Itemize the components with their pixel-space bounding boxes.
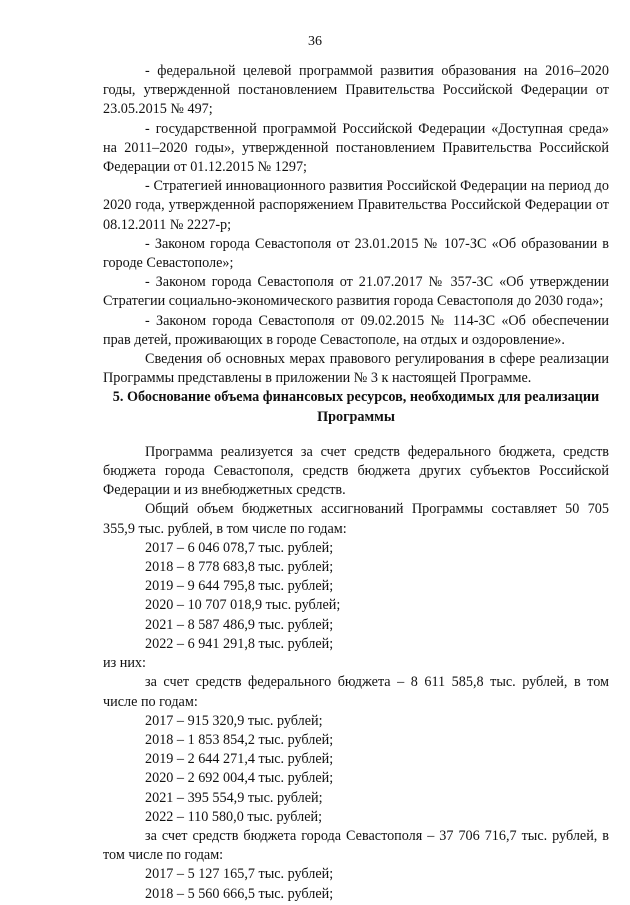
list-item: - государственной программой Российской Федерации «Доступная среда» на 2011–2020 годы», утвержденной постановлением Правительства Российской Федерации от 01.12.2015 № 1297;	[103, 120, 609, 176]
total-year-line: 2020 – 10 707 018,9 тыс. рублей;	[145, 597, 341, 614]
city-intro: за счет средств бюджета города Севастополя – 37 706 716,7 тыс. рублей, в том числе по годам:	[103, 827, 609, 864]
federal-year-line: 2017 – 915 320,9 тыс. рублей;	[145, 712, 323, 729]
federal-year-line: 2020 – 2 692 004,4 тыс. рублей;	[145, 770, 334, 787]
list-item: - Законом города Севастополя от 09.02.2015 № 114-ЗС «Об обеспечении прав детей, проживающих в городе Севастополе, на отдых и оздоровление».	[103, 312, 609, 348]
total-year-line: 2018 – 8 778 683,8 тыс. рублей;	[145, 559, 334, 576]
regulation-note: Сведения об основных мерах правового регулирования в сфере реализации Программы представлены в приложении № 3 к настоящей Программе.	[103, 351, 609, 387]
list-item: - Законом города Севастополя от 23.01.2015 № 107-ЗС «Об образовании в городе Севастополе»;	[103, 235, 609, 272]
document-body	[103, 62, 609, 904]
total-year-line: 2022 – 6 941 291,8 тыс. рублей;	[145, 635, 334, 652]
list-item: - Стратегией инновационного развития Российской Федерации на период до 2020 года, утвержденной распоряжением Правительства Российской Федерации от 08.12.2011 № 2227-р;	[103, 178, 609, 233]
page-number: 36	[308, 34, 322, 49]
of-which-label: из них:	[103, 655, 146, 672]
total-year-line: 2021 – 8 587 486,9 тыс. рублей;	[145, 616, 334, 633]
city-year-line: 2017 – 5 127 165,7 тыс. рублей;	[145, 866, 334, 883]
federal-year-line: 2019 – 2 644 271,4 тыс. рублей;	[145, 751, 334, 768]
list-item: - федеральной целевой программой развития образования на 2016–2020 годы, утвержденной постановлением Правительства Российской Федерации от 23.05.2015 № 497;	[103, 63, 609, 118]
federal-intro: за счет средств федерального бюджета – 8 611 585,8 тыс. рублей, в том числе по годам:	[103, 674, 609, 710]
total-intro: Общий объем бюджетных ассигнований Программы составляет 50 705 355,9 тыс. рублей, в том числе по годам:	[103, 501, 609, 537]
funding-sources-paragraph: Программа реализуется за счет средств федерального бюджета, средств бюджета города Севастополя, средств бюджета других субъектов Российской Федерации и из внебюджетных средств.	[103, 443, 609, 499]
section-heading: 5. Обоснование объема финансовых ресурсов, необходимых для реализации Программы	[112, 389, 600, 425]
total-year-line: 2019 – 9 644 795,8 тыс. рублей;	[145, 578, 334, 595]
list-item: - Законом города Севастополя от 21.07.2017 № 357-ЗС «Об утверждении Стратегии социально-экономического развития города Севастополя до 2030 года»;	[103, 274, 609, 310]
federal-year-line: 2022 – 110 580,0 тыс. рублей;	[145, 808, 323, 825]
federal-year-line: 2021 – 395 554,9 тыс. рублей;	[145, 789, 323, 806]
city-year-line: 2018 – 5 560 666,5 тыс. рублей;	[145, 885, 334, 902]
federal-year-line: 2018 – 1 853 854,2 тыс. рублей;	[145, 731, 334, 748]
total-year-line: 2017 – 6 046 078,7 тыс. рублей;	[145, 539, 334, 556]
